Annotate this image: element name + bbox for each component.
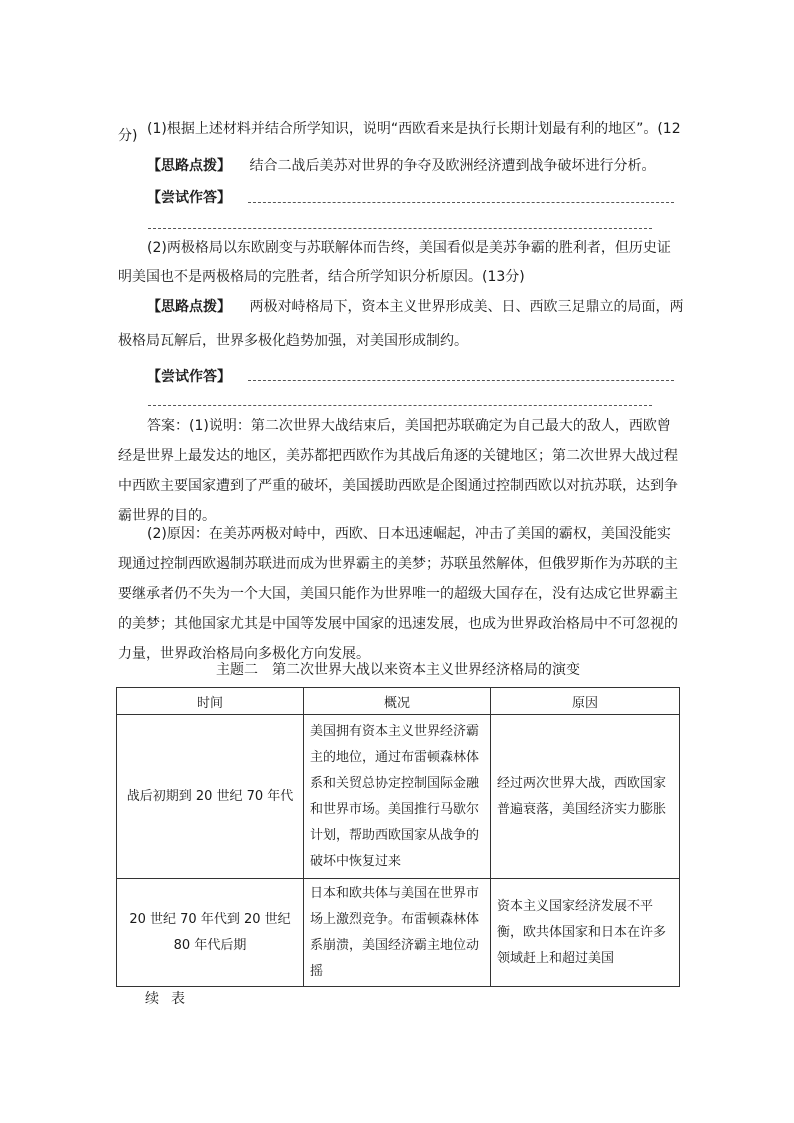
cell-overview: 美国拥有资本主义世界经济霸主的地位，通过布雷顿森林体系和关贸总协定控制国际金融和世界市场。美国推行马歇尔计划，帮助西欧国家从战争的破坏中恢复过来 <box>304 715 491 879</box>
table-row <box>117 879 680 987</box>
economic-pattern-table <box>116 687 680 987</box>
table-continued-label: 续表 <box>145 991 197 1007</box>
hint-label: 【思路点拨】 <box>147 299 231 315</box>
try-label: 【尝试作答】 <box>147 369 231 385</box>
cell-reason: 资本主义国家经济发展不平衡，欧共体国家和日本在许多领域赶上和超过美国 <box>491 879 680 987</box>
answer-line[interactable] <box>148 405 652 406</box>
header-time: 时间 <box>117 688 304 715</box>
cell-reason: 经过两次世界大战，西欧国家普遍衰落，美国经济实力膨胀 <box>491 715 680 879</box>
try-label: 【尝试作答】 <box>147 190 231 206</box>
answer-part-2: (2)原因：在美苏两极对峙中，西欧、日本迅速崛起，冲击了美国的霸权，美国没能实现通过控制西欧遏制苏联进而成为世界霸主的美梦；苏联虽然解体，但俄罗斯作为苏联的主要继承者仍不失为一个大国，美国只能作为世界唯一的超级大国存在，没有达成它世界霸主的美梦；其他国家尤其是中国等发展中国家的迅速发展，也成为世界政治格局中不可忽视的力量，世界政治格局向多极化方向发展。 <box>118 526 678 662</box>
hint-text: 结合二战后美苏对世界的争夺及欧洲经济遭到战争破坏进行分析。 <box>249 158 656 174</box>
topic-title: 主题二 第二次世界大战以来资本主义世界经济格局的演变 <box>216 662 580 678</box>
answer-line[interactable] <box>248 202 674 203</box>
answer-part-1: 答案：(1)说明：第二次世界大战结束后，美国把苏联确定为自己最大的敌人，西欧曾经是世界上最发达的地区，美苏都把西欧作为其战后角逐的关键地区；第二次世界大战过程中西欧主要国家遭到了严重的破坏，美国援助西欧是企图通过控制西欧以对抗苏联，达到争霸世界的目的。 <box>118 418 678 524</box>
question-1-score: 分) <box>118 128 138 144</box>
answer-line[interactable] <box>248 380 674 381</box>
cell-overview: 日本和欧共体与美国在世界市场上激烈竞争。布雷顿森林体系崩溃，美国经济霸主地位动摇 <box>304 879 491 987</box>
cell-time: 20 世纪 70 年代到 20 世纪 80 年代后期 <box>117 879 304 987</box>
hint-label: 【思路点拨】 <box>147 158 231 174</box>
cell-time: 战后初期到 20 世纪 70 年代 <box>117 715 304 879</box>
table-header-row <box>117 688 680 715</box>
question-2-hint-cont: 极格局瓦解后，世界多极化趋势加强，对美国形成制约。 <box>118 333 468 349</box>
question-1-text: (1)根据上述材料并结合所学知识，说明“西欧看来是执行长期计划最有利的地区”。(12 <box>147 121 681 137</box>
question-2-text-cont: 明美国也不是两极格局的完胜者，结合所学知识分析原因。(13分) <box>118 269 525 285</box>
question-2-text: (2)两极格局以东欧剧变与苏联解体而告终，美国看似是美苏争霸的胜利者，但历史证 <box>147 240 671 256</box>
header-overview: 概况 <box>304 688 491 715</box>
question-2-try <box>147 366 231 386</box>
table-row <box>117 715 680 879</box>
header-reason: 原因 <box>491 688 680 715</box>
question-1-hint <box>147 155 655 175</box>
question-2-hint <box>147 296 683 316</box>
hint-text: 两极对峙格局下，资本主义世界形成美、日、西欧三足鼎立的局面，两 <box>249 299 684 315</box>
answer-line[interactable] <box>148 228 652 229</box>
question-1-try <box>147 187 231 207</box>
